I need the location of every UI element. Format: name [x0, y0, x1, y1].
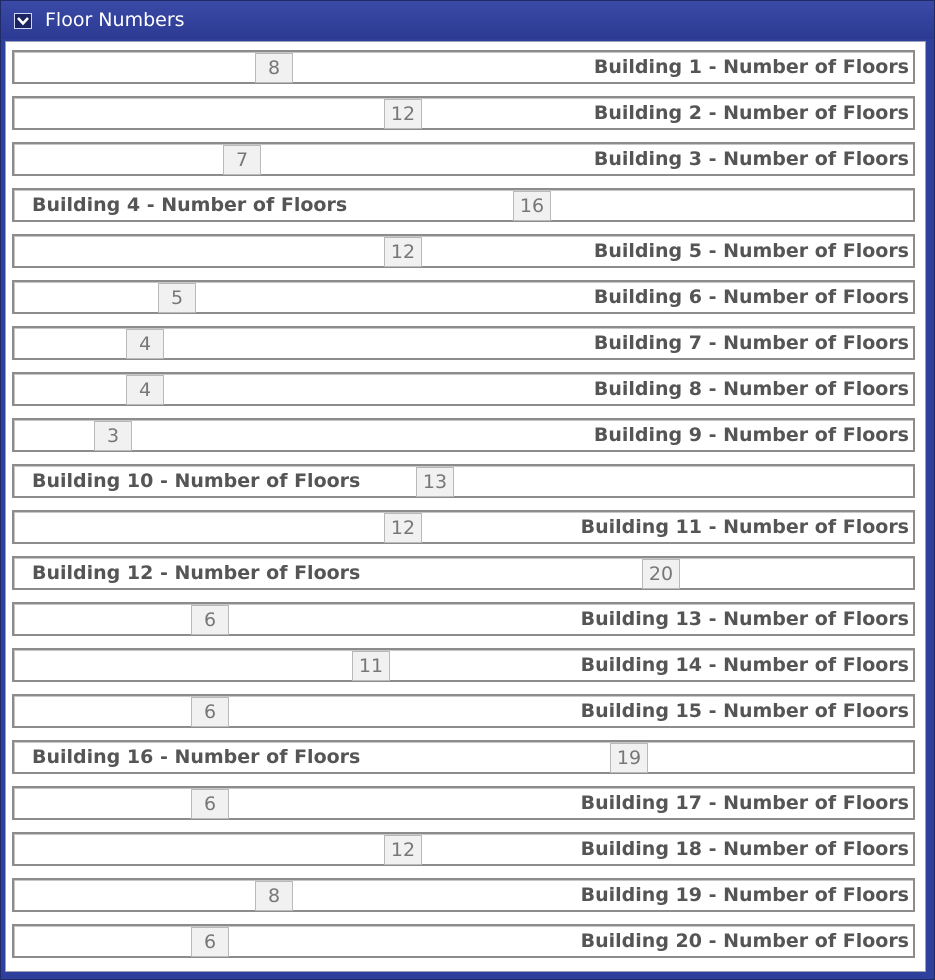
floor-count-field[interactable]: 5	[158, 283, 196, 313]
building-label: Building 10 - Number of Floors	[32, 470, 361, 492]
building-row[interactable]	[12, 234, 915, 268]
floor-count-field[interactable]: 13	[416, 467, 454, 497]
floor-count-field[interactable]: 8	[255, 53, 293, 83]
building-row[interactable]	[12, 832, 915, 866]
building-label: Building 6 - Number of Floors	[593, 286, 909, 308]
building-row[interactable]	[12, 50, 915, 84]
panel-titlebar	[1, 1, 934, 39]
building-row[interactable]	[12, 280, 915, 314]
building-row[interactable]	[12, 556, 915, 590]
floor-count-field[interactable]: 20	[642, 559, 680, 589]
chevron-down-icon[interactable]	[14, 13, 32, 29]
building-row[interactable]	[12, 648, 915, 682]
building-label: Building 15 - Number of Floors	[580, 700, 909, 722]
building-label: Building 3 - Number of Floors	[593, 148, 909, 170]
floor-count-field[interactable]: 8	[255, 881, 293, 911]
building-row[interactable]	[12, 878, 915, 912]
floor-count-field[interactable]: 19	[610, 743, 648, 773]
floor-count-field[interactable]: 12	[384, 99, 422, 129]
building-label: Building 7 - Number of Floors	[593, 332, 909, 354]
floor-count-field[interactable]: 11	[352, 651, 390, 681]
building-row[interactable]	[12, 694, 915, 728]
building-label: Building 5 - Number of Floors	[593, 240, 909, 262]
building-label: Building 12 - Number of Floors	[32, 562, 361, 584]
building-row[interactable]	[12, 602, 915, 636]
building-label: Building 1 - Number of Floors	[593, 56, 909, 78]
building-label: Building 11 - Number of Floors	[580, 516, 909, 538]
floor-count-field[interactable]: 4	[126, 375, 164, 405]
building-row[interactable]	[12, 786, 915, 820]
building-row[interactable]	[12, 326, 915, 360]
building-label: Building 9 - Number of Floors	[593, 424, 909, 446]
panel-content	[5, 41, 926, 972]
building-row[interactable]	[12, 740, 915, 774]
panel-title: Floor Numbers	[45, 9, 185, 31]
floor-count-field[interactable]: 7	[223, 145, 261, 175]
building-label: Building 4 - Number of Floors	[32, 194, 348, 216]
building-label: Building 16 - Number of Floors	[32, 746, 361, 768]
floor-count-field[interactable]: 12	[384, 237, 422, 267]
building-label: Building 20 - Number of Floors	[580, 930, 909, 952]
floor-count-field[interactable]: 6	[191, 697, 229, 727]
floor-count-field[interactable]: 6	[191, 605, 229, 635]
building-row[interactable]	[12, 142, 915, 176]
building-row[interactable]	[12, 372, 915, 406]
floor-count-field[interactable]: 6	[191, 927, 229, 957]
building-row[interactable]	[12, 96, 915, 130]
floor-count-field[interactable]: 6	[191, 789, 229, 819]
building-row[interactable]	[12, 418, 915, 452]
floor-count-field[interactable]: 4	[126, 329, 164, 359]
building-row[interactable]	[12, 464, 915, 498]
floor-count-field[interactable]: 12	[384, 835, 422, 865]
building-label: Building 13 - Number of Floors	[580, 608, 909, 630]
building-label: Building 18 - Number of Floors	[580, 838, 909, 860]
floor-count-field[interactable]: 12	[384, 513, 422, 543]
floor-count-field[interactable]: 3	[94, 421, 132, 451]
building-label: Building 2 - Number of Floors	[593, 102, 909, 124]
building-label: Building 17 - Number of Floors	[580, 792, 909, 814]
floor-count-field[interactable]: 16	[513, 191, 551, 221]
building-row[interactable]	[12, 188, 915, 222]
building-label: Building 8 - Number of Floors	[593, 378, 909, 400]
building-row[interactable]	[12, 510, 915, 544]
building-label: Building 14 - Number of Floors	[580, 654, 909, 676]
building-row[interactable]	[12, 924, 915, 958]
building-label: Building 19 - Number of Floors	[580, 884, 909, 906]
